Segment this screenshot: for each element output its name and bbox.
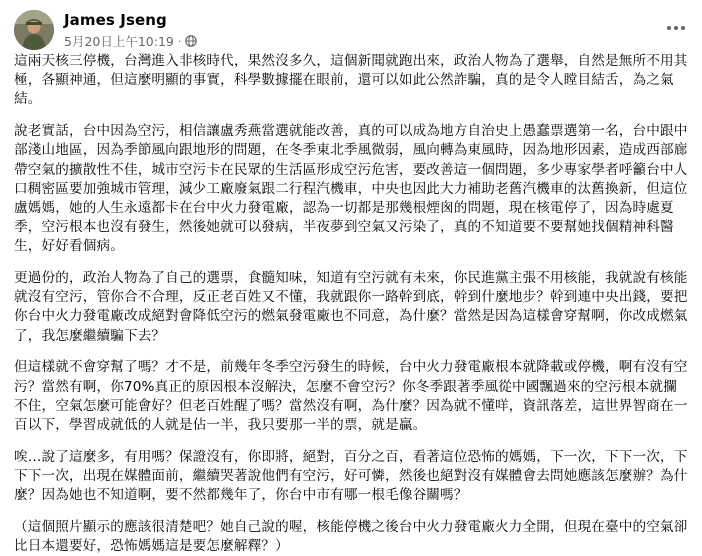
post-paragraph: 這兩天核三停機，台灣進入非核時代，果然沒多久，這個新聞就跑出來，政治人物為了選舉，自然是無所不用其極，各顯神通，但這麼明顯的事實，科學數據擺在眼前，還可以如此公然詐騙，真的是令人瞠目結舌，為之氣結。 xyxy=(14,53,688,108)
globe-icon[interactable] xyxy=(185,35,197,47)
author-name[interactable]: James Jseng xyxy=(64,11,167,29)
more-options-icon xyxy=(667,26,685,30)
post-paragraph: 更過份的，政治人物為了自己的選票，食髓知味，知道有空污就有未來，你民進黨主張不用核能，我就說有核能就沒有空污，管你合不合理，反正老百姓又不懂，我就跟你一路幹到底，幹到什麼地步？幹到連中央出錢，要把你台中火力發電廠改成絕對會降低空污的燃氣發電廠也不同意，為什麼？當然是因為這樣會穿幫啊，你改成燃氣了，我怎麼繼續騙下去？ xyxy=(14,270,688,344)
post-paragraph: 但這樣就不會穿幫了嗎？才不是，前幾年冬季空污發生的時候，台中火力發電廠根本就降載或停機，啊有沒有空污？當然有啊，你70%真正的原因根本沒解決，怎麼不會空污？你冬季跟著季風從中國飄過來的空污根本就攔不住，空氣怎麼可能會好？但老百姓醒了嗎？當然沒有啊，為什麼？因為就不懂咩，資訊落差，這世界智商在一百以下，學習成就低的人就是佔一半，我只要那一半的票，就是贏。 xyxy=(14,359,688,433)
post-header xyxy=(14,10,694,54)
post-paragraph: 唉…說了這麼多，有用嗎？保證沒有，你即將，絕對，百分之百，看著這位恐怖的媽媽，下一次，下下一次，下下下一次，出現在媒體面前，繼續哭著說他們有空污，好可憐，然後也絕對沒有媒體會去問她應該怎麼辦？為什麼？因為她也不知道啊，要不然都幾年了，你台中市有哪一根毛像谷關嗎？ xyxy=(14,448,688,504)
meta-separator: · xyxy=(177,34,182,48)
more-options-button[interactable] xyxy=(658,10,694,46)
post-meta xyxy=(64,32,197,50)
author-avatar[interactable] xyxy=(14,10,54,50)
post-paragraph: （這個照片顯示的應該很清楚吧？她自己說的喔，核能停機之後台中火力發電廠火力全開，但現在臺中的空氣卻比日本還要好，恐怖媽媽這是要怎麼解釋？） xyxy=(14,518,688,554)
post-body xyxy=(14,52,688,556)
post-timestamp[interactable]: 5月20日上午10:19 xyxy=(64,34,174,49)
avatar-image xyxy=(14,10,54,50)
post-paragraph: 說老實話，台中因為空污，相信讓盧秀燕當選就能改善，真的可以成為地方自治史上愚蠢票選第一名，台中跟中部淺山地區，因為季節風向跟地形的問題，在冬季東北季風微弱，風向轉為東風時，因為地形因素，造成西部廊帶空氣的擴散性不佳，城市空污卡在民眾的生活區形成空污危害，要改善這一個問題，多少專家學者呼籲台中人口稠密區要加強城市管理，減少工廠廢氣跟二行程汽機車，中央也因此大力補助老舊汽機車的汰舊換新，但這位盧媽媽，她的人生永遠都卡在台中火力發電廠，認為一切都是那幾根煙囪的問題，現在核電停了，因為時處夏季，空污根本也沒有發生，然後她就可以發病，半夜夢到空氣又污染了，真的不知道要不要幫她找個精神科醫生，好好看個病。 xyxy=(14,123,688,255)
